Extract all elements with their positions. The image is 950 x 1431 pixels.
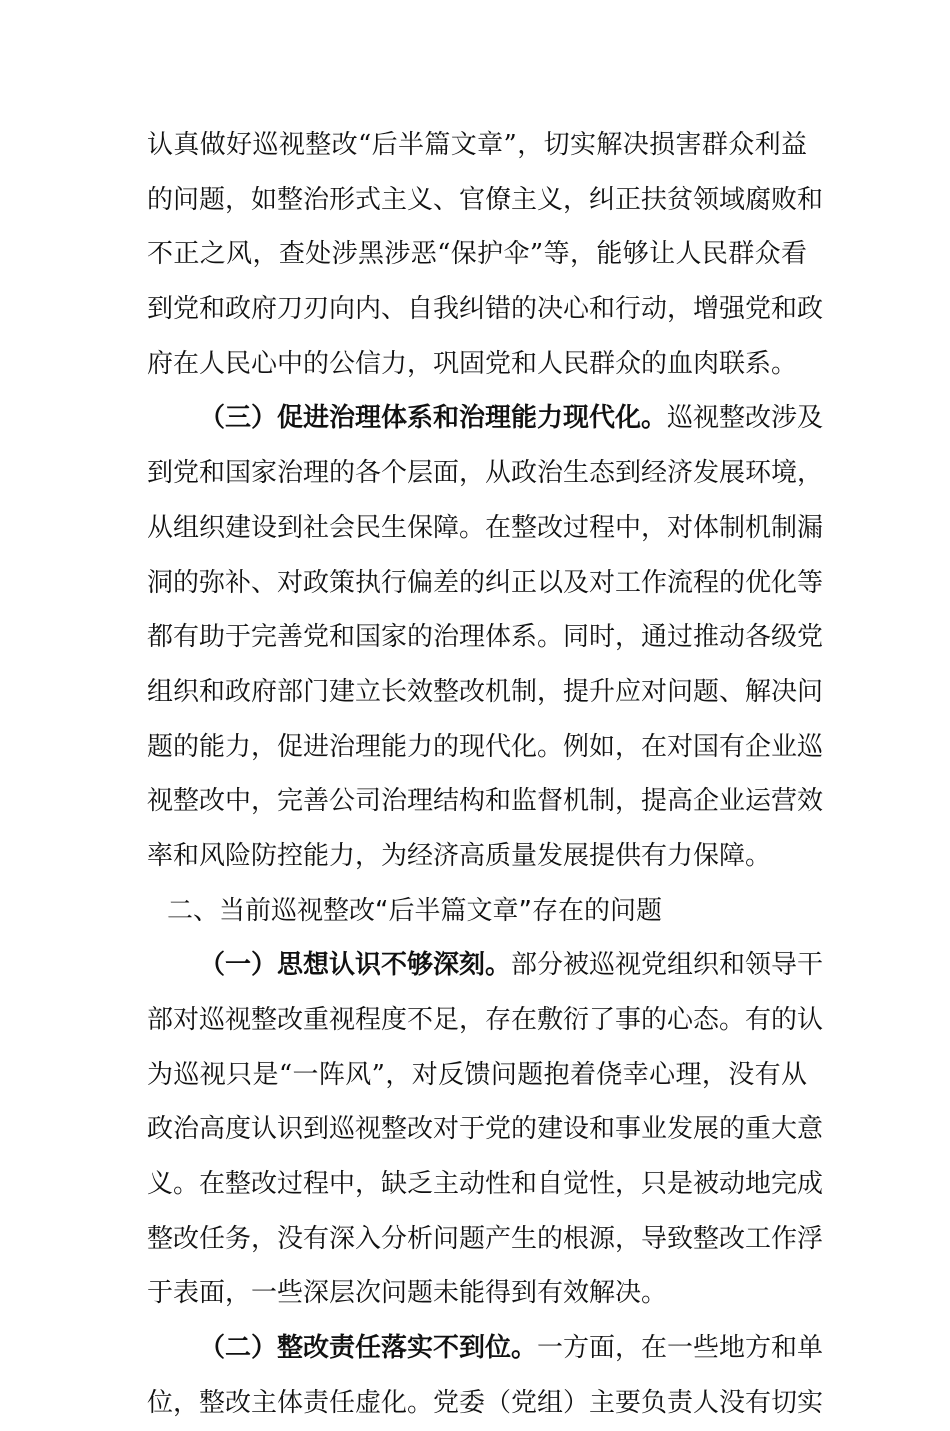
text-line: 组织和政府部门建立长效整改机制，提升应对问题、解决问 (147, 676, 824, 707)
section-heading: 二、当前巡视整改“后半篇文章”存在的问题 (167, 895, 662, 926)
paragraph-importance-mass-interest (147, 118, 824, 391)
text-line (147, 1321, 824, 1376)
text-line: 为巡视只是“一阵风”，对反馈问题抱着侥幸心理，没有从 (147, 1059, 807, 1090)
text-line (147, 938, 824, 993)
paragraph-responsibility-implementation (147, 1321, 824, 1430)
text-line: 整改任务，没有深入分析问题产生的根源，导致整改工作浮 (147, 1223, 824, 1254)
text-line: 政治高度认识到巡视整改对于党的建设和事业发展的重大意 (147, 1114, 824, 1145)
text-run: 巡视整改涉及 (667, 403, 824, 434)
paragraph-lead-title: （二）整改责任落实不到位。 (199, 1333, 538, 1364)
text-line: 从组织建设到社会民生保障。在整改过程中，对体制机制漏 (147, 512, 824, 543)
paragraph-lead-title: （一）思想认识不够深刻。 (199, 950, 512, 981)
text-line: 部对巡视整改重视程度不足，存在敷衍了事的心态。有的认 (147, 1005, 824, 1035)
text-line (147, 391, 824, 446)
paragraph-governance-modernization (147, 391, 824, 883)
text-line: 到党和政府刀刃向内、自我纠错的决心和行动，增强党和政 (147, 294, 824, 325)
paragraph-lead-title: （三）促进治理体系和治理能力现代化。 (199, 403, 668, 434)
text-line: 义。在整改过程中，缺乏主动性和自觉性，只是被动地完成 (147, 1169, 824, 1200)
text-run: 一方面，在一些地方和单 (537, 1333, 824, 1364)
text-line: 率和风险防控能力，为经济高质量发展提供有力保障。 (147, 840, 772, 871)
text-line: 到党和国家治理的各个层面，从政治生态到经济发展环境， (147, 458, 824, 489)
text-line: 视整改中，完善公司治理结构和监督机制，提高企业运营效 (147, 786, 824, 817)
text-line: 都有助于完善党和国家的治理体系。同时，通过推动各级党 (147, 622, 824, 653)
text-run: 部分被巡视党组织和领导干 (511, 950, 824, 981)
text-line: 位，整改主体责任虚化。党委（党组）主要负责人没有切实 (147, 1387, 824, 1418)
text-line: 的问题，如整治形式主义、官僚主义，纠正扶贫领域腐败和 (147, 184, 824, 215)
text-line: 府在人民心中的公信力，巩固党和人民群众的血肉联系。 (147, 348, 798, 379)
text-line: 于表面，一些深层次问题未能得到有效解决。 (147, 1278, 668, 1309)
text-line: 不正之风，查处涉黑涉恶“保护伞”等，能够让人民群众看 (147, 239, 807, 270)
text-line: 题的能力，促进治理能力的现代化。例如，在对国有企业巡 (147, 731, 824, 762)
text-line: 洞的弥补、对政策执行偏差的纠正以及对工作流程的优化等 (147, 567, 824, 598)
text-line: 认真做好巡视整改“后半篇文章”，切实解决损害群众利益 (147, 130, 807, 160)
paragraph-ideological-awareness (147, 938, 824, 1321)
document-body (147, 118, 824, 1431)
